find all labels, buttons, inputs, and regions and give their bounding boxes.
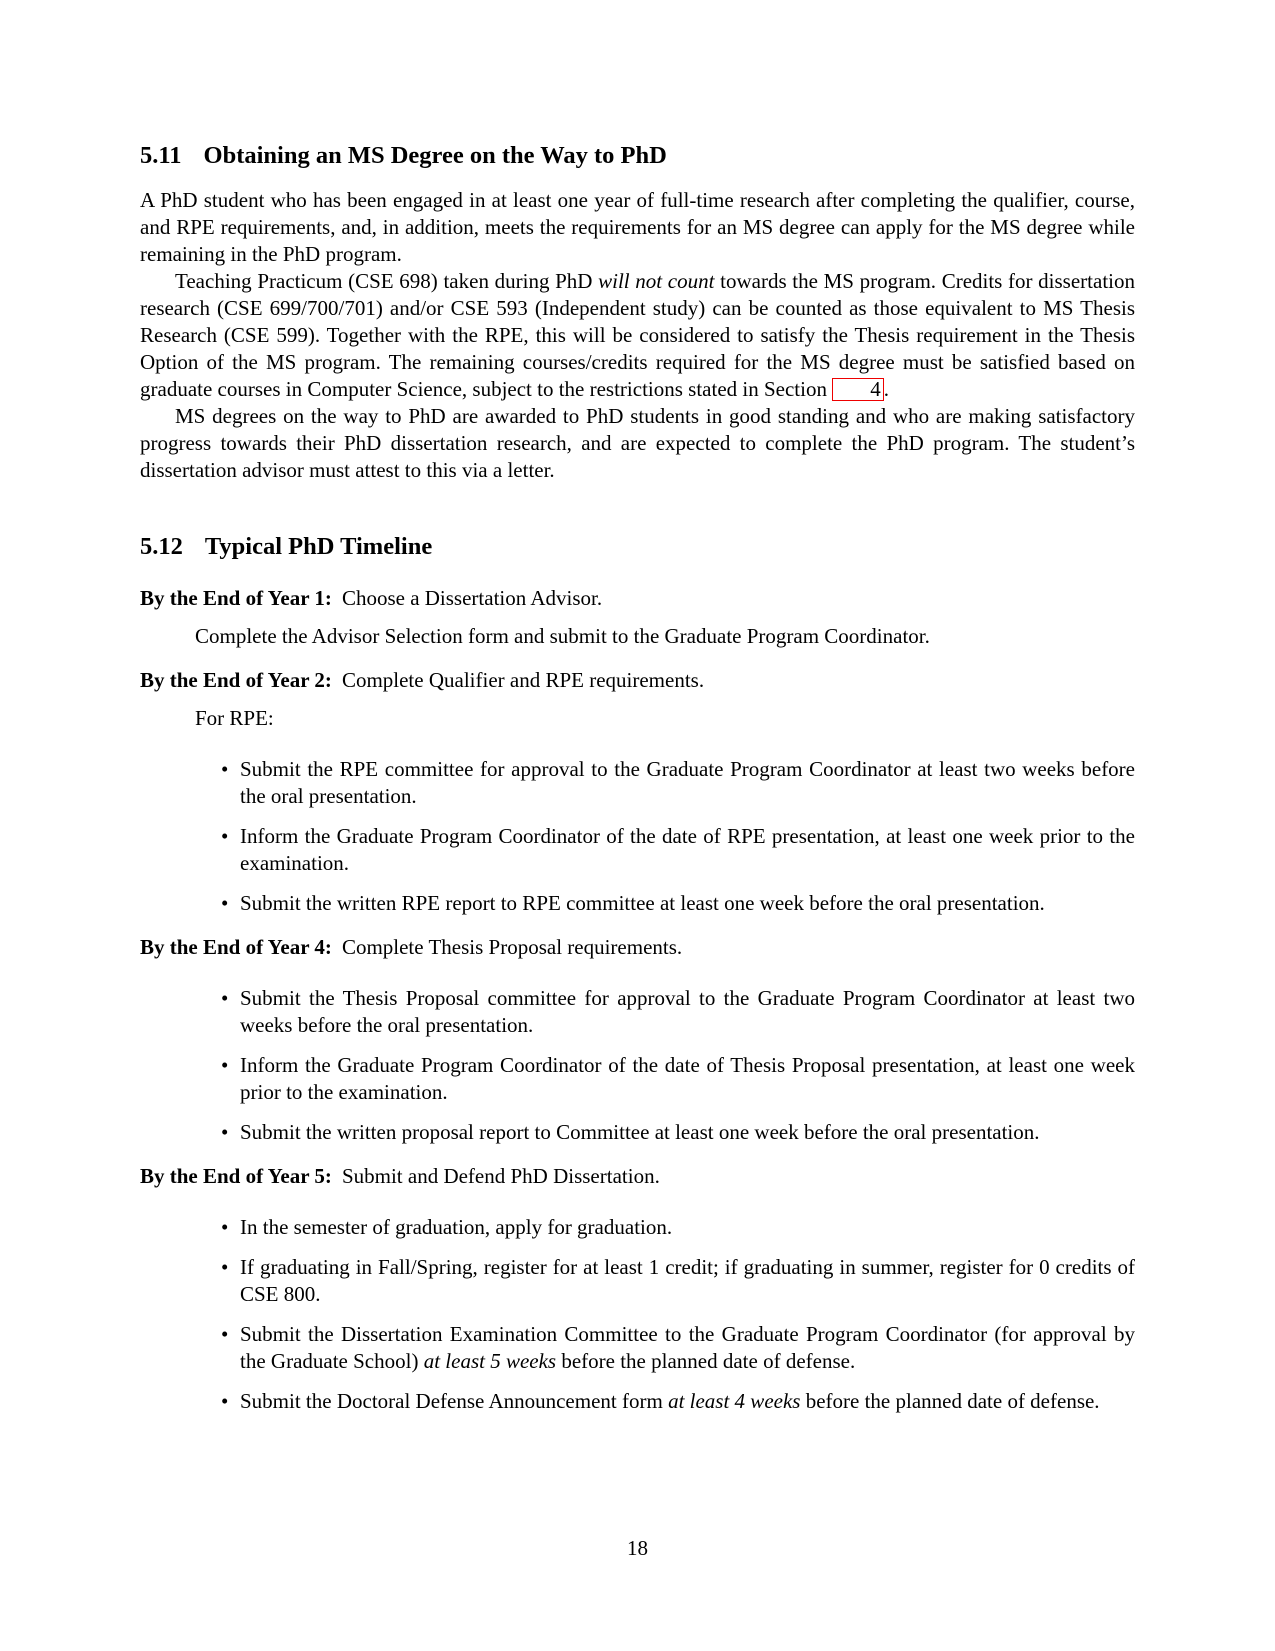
- entry-line: [140, 585, 1135, 612]
- page-number: 18: [627, 1536, 648, 1560]
- text-column: [140, 143, 1135, 1415]
- italic-text: at least 4 weeks: [668, 1389, 801, 1413]
- list-item: • Submit the Doctoral Defense Announcement form at least 4 weeks before the planned date of defense.: [240, 1388, 1135, 1415]
- entry-intro: Submit and Defend PhD Dissertation.: [341, 1164, 660, 1188]
- italic-text: will not count: [598, 269, 715, 293]
- bullet-list: [140, 985, 1135, 1146]
- entry-line: [140, 1163, 1135, 1190]
- list-item: • Submit the Thesis Proposal committee for approval to the Graduate Program Coordinator at least two weeks before the oral presentation.: [240, 985, 1135, 1039]
- list-item: • Submit the written proposal report to Committee at least one week before the oral presentation.: [240, 1119, 1135, 1146]
- paragraph: A PhD student who has been engaged in at least one year of full-time research after completing the qualifier, course, and RPE requirements, and, in addition, meets the requirements for an MS degree can apply for the MS degree while remaining in the PhD program.: [140, 188, 1135, 266]
- list-item: • Submit the written RPE report to RPE committee at least one week before the oral presentation.: [240, 890, 1135, 917]
- bullet-list: [140, 756, 1135, 917]
- section-number: 5.12: [140, 533, 183, 560]
- list-item: • Submit the Dissertation Examination Committee to the Graduate Program Coordinator (for approval by the Graduate School) at least 5 weeks before the planned date of defense.: [240, 1321, 1135, 1375]
- timeline-entry-year-4: [140, 934, 1135, 1146]
- paragraph: MS degrees on the way to PhD are awarded to PhD students in good standing and who are making satisfactory progress towards their PhD dissertation research, and are expected to complete the PhD program. The student’s dissertation advisor must attest to this via a letter.: [140, 404, 1135, 482]
- entry-intro: Complete Qualifier and RPE requirements.: [341, 668, 705, 692]
- section-4-link[interactable]: 4: [832, 378, 884, 401]
- section-number: 5.11: [140, 142, 182, 169]
- timeline-entry-year-5: [140, 1163, 1135, 1415]
- list-item: • Submit the RPE committee for approval to the Graduate Program Coordinator at least two weeks before the oral presentation.: [240, 756, 1135, 810]
- entry-label: By the End of Year 1:: [140, 586, 332, 610]
- section-title: Typical PhD Timeline: [204, 533, 433, 560]
- paragraph: Teaching Practicum (CSE 698) taken during PhD will not count towards the MS program. Credits for dissertation research (CSE 699/700/701) and/or CSE 593 (Independent study) can be counted as those equivalent to MS Thesis Research (CSE 599). Together with the RPE, this will be considered to satisfy the Thesis requirement in the Thesis Option of the MS program. The remaining courses/credits required for the MS degree must be satisfied based on graduate courses in Computer Science, subject to the restrictions stated in Section 4 .: [140, 269, 1135, 401]
- list-item: • In the semester of graduation, apply for graduation.: [240, 1214, 1135, 1241]
- entry-label: By the End of Year 5:: [140, 1164, 332, 1188]
- entry-label: By the End of Year 4:: [140, 935, 332, 959]
- section-title: Obtaining an MS Degree on the Way to PhD: [203, 142, 667, 169]
- timeline-entry-year-2: [140, 667, 1135, 917]
- entry-line: [140, 667, 1135, 694]
- section-heading-5-11: [140, 143, 1135, 168]
- entry-subtext: For RPE:: [195, 706, 274, 730]
- bullet-list: [140, 1214, 1135, 1415]
- entry-label: By the End of Year 2:: [140, 668, 332, 692]
- italic-text: at least 5 weeks: [423, 1349, 557, 1373]
- list-item: • Inform the Graduate Program Coordinator of the date of Thesis Proposal presentation, at least one week prior to the examination.: [240, 1052, 1135, 1106]
- section-heading-5-12: [140, 534, 1135, 559]
- timeline-entry-year-1: [140, 585, 1135, 650]
- entry-subtext: Complete the Advisor Selection form and submit to the Graduate Program Coordinator.: [195, 624, 930, 648]
- entry-intro: Complete Thesis Proposal requirements.: [341, 935, 683, 959]
- entry-line: [140, 934, 1135, 961]
- list-item: • If graduating in Fall/Spring, register for at least 1 credit; if graduating in summer, register for 0 credits of CSE 800.: [240, 1254, 1135, 1308]
- entry-intro: Choose a Dissertation Advisor.: [341, 586, 603, 610]
- list-item: • Inform the Graduate Program Coordinator of the date of RPE presentation, at least one week prior to the examination.: [240, 823, 1135, 877]
